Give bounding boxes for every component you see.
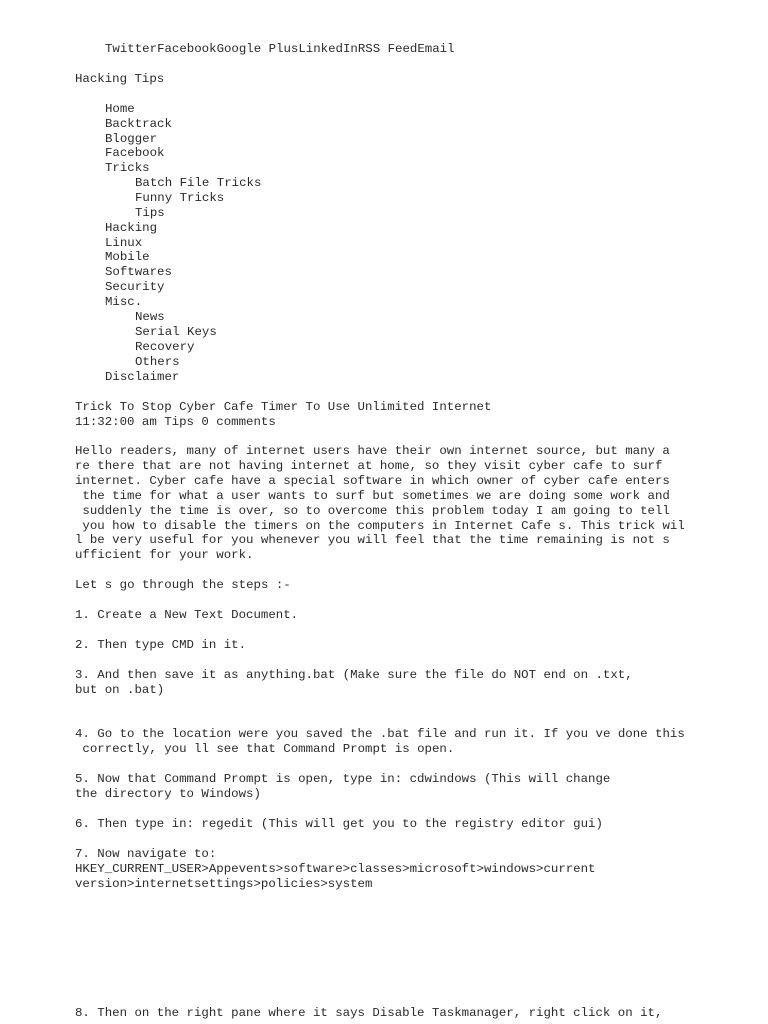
nav-subitem-serial-keys[interactable]: Serial Keys: [135, 325, 217, 339]
intro-line: l be very useful for you whenever you will feel that the time remaining is not s: [75, 533, 670, 547]
social-links-bar: [105, 42, 455, 57]
step-4-line-2: correctly, youll see that Command Prompt is open.: [75, 742, 455, 756]
step-8: 8. Then on the right pane where it says Disable Taskmanager, right click on it,: [75, 1006, 663, 1020]
nav-subitem-others[interactable]: Others: [135, 355, 180, 369]
rss-feed-link[interactable]: RSS Feed: [357, 42, 418, 56]
post-comments-link[interactable]: 0 comments: [201, 415, 276, 429]
nav-item-blogger[interactable]: Blogger: [105, 132, 158, 146]
nav-subitem-batch-file-tricks[interactable]: Batch File Tricks: [135, 176, 262, 190]
post-label[interactable]: Tips: [164, 415, 194, 429]
post-title[interactable]: Trick To Stop Cyber Cafe Timer To Use Unlimited Internet: [75, 400, 492, 414]
nav-item-backtrack[interactable]: Backtrack: [105, 117, 172, 131]
linkedin-link[interactable]: LinkedIn: [298, 42, 358, 56]
steps-intro: Lets go through the steps :-: [75, 578, 291, 592]
step-3-line-2: but on .bat): [75, 683, 165, 697]
nav-item-linux[interactable]: Linux: [105, 236, 143, 250]
nav-subitem-recovery[interactable]: Recovery: [135, 340, 195, 354]
email-link[interactable]: Email: [417, 42, 455, 56]
google-plus-link[interactable]: Google Plus: [216, 42, 299, 56]
step-6: 6. Then type in: regedit (This will get you to the registry editor gui): [75, 817, 603, 831]
nav-item-security[interactable]: Security: [105, 280, 165, 294]
step-2: 2. Then type CMD in it.: [75, 638, 247, 652]
nav-subitem-tips[interactable]: Tips: [135, 206, 165, 220]
nav-item-mobile[interactable]: Mobile: [105, 250, 150, 264]
step-7-registry-path: HKEY_CURRENT_USER>Appevents>software>classes>microsoft>windows>current: [75, 862, 596, 876]
intro-line: suddenly the time is over, so to overcome this problem today I am going to tell: [75, 504, 670, 518]
step-5-line-1: 5. Now that Command Prompt is open, type in: cdwindows (This will change: [75, 772, 611, 786]
step-7-registry-path-cont: version>internetsettings>policies>system: [75, 877, 373, 891]
nav-item-disclaimer[interactable]: Disclaimer: [105, 370, 180, 384]
intro-line: ufficient for your work.: [75, 548, 254, 562]
nav-item-home[interactable]: Home: [105, 102, 135, 116]
facebook-link[interactable]: Facebook: [157, 42, 217, 56]
twitter-link[interactable]: Twitter: [105, 42, 158, 56]
step-4-line-1: 4. Go to the location were you saved the .bat file and run it. If youve done this: [75, 727, 685, 741]
step-3-line-1: 3. And then save it as anything.bat (Make sure the file do NOT end on .txt,: [75, 668, 633, 682]
intro-line: Hello readers, many of internet users have their own internet source, but many a: [75, 444, 670, 458]
nav-subitem-funny-tricks[interactable]: Funny Tricks: [135, 191, 225, 205]
step-7-line-1: 7. Now navigate to:: [75, 847, 217, 861]
intro-line: internet. Cyber cafe have a special software in which owner of cyber cafe enters: [75, 474, 670, 488]
site-title[interactable]: Hacking Tips: [75, 72, 165, 86]
nav-item-facebook[interactable]: Facebook: [105, 146, 165, 160]
intro-line: the time for what a user wants to surf but sometimes we are doing some work and: [75, 489, 670, 503]
nav-item-softwares[interactable]: Softwares: [105, 265, 172, 279]
post-time[interactable]: 11:32:00 am: [75, 415, 157, 429]
nav-item-hacking[interactable]: Hacking: [105, 221, 158, 235]
step-1: 1. Create a New Text Document.: [75, 608, 299, 622]
intro-line: you how to disable the timers on the computers in Internet Cafes. This trick wil: [75, 519, 685, 533]
nav-subitem-news[interactable]: News: [135, 310, 165, 324]
post-meta: [75, 415, 276, 430]
nav-item-tricks[interactable]: Tricks: [105, 161, 150, 175]
step-5-line-2: the directory to Windows): [75, 787, 261, 801]
intro-line: re there that are not having internet at home, so they visit cyber cafe to surf: [75, 459, 663, 473]
nav-item-misc[interactable]: Misc.: [105, 295, 143, 309]
